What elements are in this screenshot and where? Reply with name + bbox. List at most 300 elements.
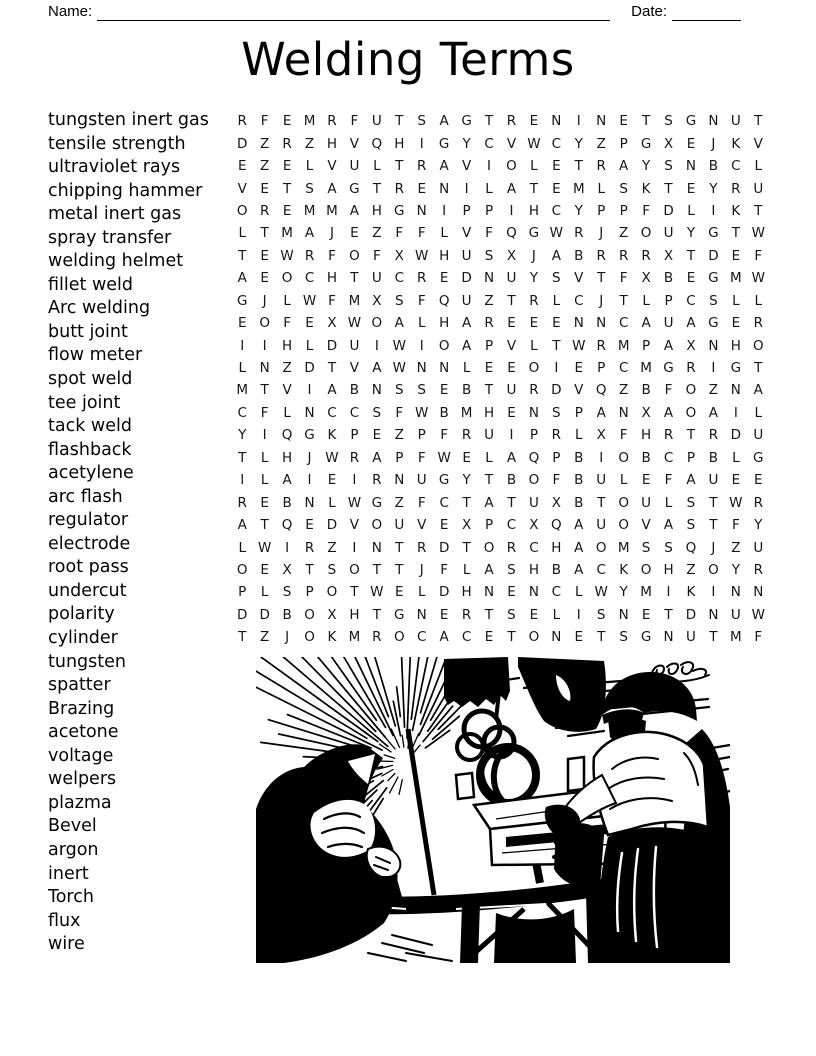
grid-letter: R (708, 427, 719, 444)
grid-letter: L (260, 449, 269, 466)
grid-letter: O (326, 584, 338, 601)
grid-letter: V (349, 517, 360, 534)
grid-letter: N (551, 113, 562, 130)
grid-letter: E (731, 315, 741, 332)
grid-letter: V (349, 360, 360, 377)
grid-letter: O (618, 517, 629, 534)
grid-letter: E (395, 584, 404, 601)
grid-letter: A (686, 472, 696, 489)
grid-letter: H (326, 135, 338, 152)
grid-letter: E (260, 494, 269, 511)
grid-letter: S (596, 606, 606, 623)
grid-letter: W (280, 247, 294, 264)
grid-letter: E (641, 606, 651, 623)
grid-letter: N (394, 472, 405, 489)
grid-letter: S (327, 561, 337, 578)
word-list-item: welding helmet (48, 251, 184, 272)
grid-letter: H (528, 202, 539, 219)
grid-letter: D (438, 584, 450, 601)
grid-letter: U (663, 225, 674, 242)
grid-letter: D (237, 135, 248, 152)
grid-letter: X (551, 494, 561, 511)
grid-letter: C (484, 135, 494, 152)
grid-letter: T (327, 360, 337, 377)
spark-ray (391, 729, 399, 747)
grid-letter: Z (596, 135, 606, 152)
grid-letter: N (439, 180, 450, 197)
grid-letter: O (304, 629, 315, 646)
grid-letter: G (461, 113, 472, 130)
left-welder (256, 729, 434, 963)
grid-letter: S (664, 158, 673, 175)
grid-letter: R (237, 113, 247, 130)
grid-letter: W (325, 449, 339, 466)
grid-letter: A (663, 517, 674, 534)
grid-letter: L (462, 360, 471, 377)
grid-letter: T (709, 494, 718, 511)
grid-letter: T (597, 270, 606, 287)
grid-letter: L (754, 404, 763, 421)
grid-letter: N (730, 382, 741, 399)
grid-letter: A (574, 517, 584, 534)
grid-letter: I (509, 427, 514, 444)
grid-letter: M (326, 202, 338, 219)
grid-letter: Z (282, 360, 292, 377)
grid-letter: L (552, 292, 561, 309)
grid-letter: A (596, 404, 606, 421)
grid-letter: R (753, 494, 763, 511)
grid-letter: I (576, 606, 581, 623)
grid-letter: P (529, 427, 538, 444)
grid-letter: L (238, 225, 246, 242)
grid-letter: U (730, 606, 741, 623)
word-list-item: Arc welding (48, 298, 151, 319)
grid-letter: W (347, 494, 362, 511)
grid-letter: F (372, 247, 381, 264)
grid-letter: B (641, 449, 651, 466)
grid-letter: I (419, 135, 424, 152)
grid-letter: B (282, 606, 292, 623)
grid-letter: N (304, 404, 315, 421)
word-list-item: spot weld (48, 369, 133, 390)
grid-letter: W (392, 360, 406, 377)
grid-letter: T (350, 584, 359, 601)
grid-letter: T (619, 292, 628, 309)
grid-letter: D (551, 382, 562, 399)
spark-ray (425, 730, 449, 748)
grid-letter: A (372, 449, 382, 466)
grid-letter: V (461, 158, 472, 175)
spark-ray (382, 770, 393, 777)
grid-letter: P (597, 202, 606, 219)
grid-letter: G (640, 629, 652, 646)
grid-letter: D (326, 337, 338, 354)
grid-letter: L (530, 337, 538, 354)
grid-letter: T (754, 360, 763, 377)
grid-letter: M (281, 225, 293, 242)
grid-letter: I (352, 472, 357, 489)
grid-letter: R (641, 247, 651, 264)
grid-letter: R (529, 382, 539, 399)
grid-letter: L (754, 158, 763, 175)
grid-letter: Z (619, 382, 629, 399)
grid-letter: P (484, 337, 494, 354)
word-list-item: tee joint (48, 392, 121, 413)
grid-letter: J (285, 629, 290, 646)
grid-letter: T (484, 382, 494, 399)
grid-letter: W (415, 404, 429, 421)
grid-letter: T (395, 113, 404, 130)
grid-letter: L (417, 315, 426, 332)
grid-letter: C (394, 270, 404, 287)
grid-letter: X (327, 606, 337, 623)
grid-letter: R (596, 247, 606, 264)
grid-letter: L (642, 292, 650, 309)
grid-letter: E (529, 606, 539, 623)
grid-letter: I (711, 584, 716, 601)
grid-letter: L (597, 180, 605, 197)
grid-letter: O (371, 315, 383, 332)
grid-letter: F (328, 247, 336, 264)
grid-letter: E (417, 180, 426, 197)
grid-letter: V (461, 225, 472, 242)
grid-letter: X (529, 517, 539, 534)
grid-letter: F (417, 225, 426, 242)
grid-letter: H (439, 315, 450, 332)
grid-letter: M (640, 584, 652, 601)
grid-letter: S (282, 584, 292, 601)
grid-letter: Y (529, 270, 539, 287)
spark-ray (256, 661, 367, 738)
grid-letter: E (529, 315, 539, 332)
grid-letter: T (350, 270, 359, 287)
grid-letter: R (753, 561, 763, 578)
grid-letter: J (711, 539, 716, 556)
puzzle-title: Welding Terms (241, 33, 575, 86)
grid-letter: U (708, 472, 719, 489)
grid-letter: Z (394, 494, 404, 511)
grid-letter: E (507, 584, 516, 601)
grid-letter: I (262, 337, 267, 354)
grid-letter: O (349, 247, 360, 264)
grid-letter: I (509, 202, 514, 219)
grid-letter: L (238, 539, 246, 556)
grid-letter: W (370, 584, 384, 601)
grid-letter: L (732, 449, 740, 466)
grid-letter: E (484, 629, 494, 646)
grid-letter: O (393, 629, 405, 646)
grid-letter: E (282, 202, 292, 219)
grid-letter: C (349, 404, 360, 421)
grid-letter: U (596, 472, 607, 489)
grid-letter: C (327, 404, 337, 421)
word-list-item: electrode (48, 533, 131, 554)
word-list-item: flux (48, 910, 81, 931)
word-list-item: spray transfer (48, 227, 172, 248)
grid-letter: W (392, 337, 406, 354)
word-list-item: plazma (48, 792, 112, 813)
grid-letter: F (395, 404, 404, 421)
grid-letter: N (483, 270, 495, 287)
word-list-item: root pass (48, 557, 129, 578)
grid-letter: N (483, 584, 495, 601)
grid-letter: S (709, 292, 718, 309)
grid-letter: C (417, 629, 427, 646)
grid-letter: E (260, 270, 269, 287)
grid-letter: H (461, 584, 472, 601)
spark-ray (397, 687, 401, 717)
grid-letter: R (417, 539, 427, 556)
grid-letter: O (506, 158, 517, 175)
grid-letter: C (551, 584, 562, 601)
grid-letter: R (663, 427, 674, 444)
word-list-item: fillet weld (48, 274, 133, 295)
grid-letter: N (551, 629, 562, 646)
grid-letter: B (574, 494, 584, 511)
grid-letter: N (416, 202, 427, 219)
grid-letter: D (237, 606, 248, 623)
grid-letter: W (549, 225, 564, 242)
grid-letter: W (594, 584, 608, 601)
grid-letter: B (551, 561, 561, 578)
grid-letter: F (731, 517, 740, 534)
grid-letter: T (462, 539, 471, 556)
grid-letter: F (440, 427, 449, 444)
grid-letter: E (731, 247, 741, 264)
grid-letter: T (709, 629, 718, 646)
grid-letter: V (349, 135, 360, 152)
grid-letter: G (304, 427, 315, 444)
grid-letter: C (574, 292, 584, 309)
grid-letter: Q (685, 539, 697, 556)
word-list-item: flashback (48, 439, 132, 460)
grid-letter: N (528, 404, 539, 421)
word-list-item: ultraviolet rays (48, 157, 181, 178)
grid-letter: E (260, 561, 269, 578)
grid-letter: R (327, 113, 337, 130)
grid-letter: O (528, 360, 540, 377)
grid-letter: E (305, 315, 314, 332)
grid-letter: E (260, 247, 269, 264)
grid-letter: L (305, 158, 314, 175)
grid-letter: C (529, 539, 539, 556)
grid-letter: A (663, 337, 674, 354)
grid-letter: S (417, 382, 426, 399)
grid-letter: E (439, 270, 449, 287)
grid-letter: G (663, 360, 674, 377)
grid-letter: E (282, 158, 292, 175)
grid-letter: P (462, 202, 471, 219)
grid-letter: C (596, 561, 606, 578)
grid-letter: J (329, 225, 334, 242)
grid-letter: W (347, 315, 362, 332)
letter-grid (231, 110, 770, 649)
spark-ray (402, 735, 404, 747)
grid-letter: W (572, 337, 586, 354)
spark-ray (288, 715, 372, 748)
grid-letter: F (417, 449, 426, 466)
grid-letter: A (372, 360, 382, 377)
grid-letter: M (348, 292, 361, 309)
grid-letter: U (663, 315, 674, 332)
grid-letter: W (415, 247, 429, 264)
grid-letter: K (731, 135, 741, 152)
grid-letter: N (371, 539, 382, 556)
grid-letter: T (731, 225, 740, 242)
grid-letter: M (236, 382, 249, 399)
grid-letter: Y (462, 472, 471, 489)
grid-letter: G (394, 202, 405, 219)
grid-letter: N (596, 315, 607, 332)
grid-letter: T (462, 494, 471, 511)
grid-letter: R (417, 158, 427, 175)
word-list-item: tungsten (48, 651, 126, 672)
grid-letter: A (304, 225, 315, 242)
spark-ray (407, 657, 411, 738)
grid-letter: U (416, 472, 427, 489)
grid-letter: A (506, 449, 517, 466)
grid-letter: Q (551, 517, 562, 534)
grid-letter: R (731, 180, 741, 197)
word-list-item: butt joint (48, 321, 128, 342)
grid-letter: C (663, 449, 674, 466)
grid-letter: S (686, 517, 696, 534)
grid-letter: U (686, 629, 696, 646)
grid-letter: F (552, 472, 561, 489)
grid-letter: Z (731, 539, 741, 556)
grid-letter: H (483, 404, 495, 421)
grid-letter: R (618, 247, 629, 264)
grid-letter: T (372, 606, 381, 623)
grid-letter: A (484, 561, 494, 578)
grid-letter: A (708, 404, 719, 421)
grid-letter: Z (686, 561, 696, 578)
grid-letter: I (666, 584, 671, 601)
grid-letter: E (372, 427, 382, 444)
grid-letter: P (619, 135, 628, 152)
grid-letter: A (349, 202, 360, 219)
word-list-item: inert (48, 863, 89, 884)
word-list-item: arc flash (48, 486, 123, 507)
grid-letter: X (641, 270, 651, 287)
grid-letter: E (552, 158, 561, 175)
grid-letter: T (260, 382, 269, 399)
grid-letter: O (640, 225, 652, 242)
grid-letter: F (754, 247, 763, 264)
grid-letter: L (530, 158, 538, 175)
grid-letter: Y (641, 158, 651, 175)
spark-ray (423, 706, 453, 741)
grid-letter: E (507, 404, 516, 421)
grid-letter: H (282, 449, 293, 466)
grid-letter: A (619, 158, 629, 175)
date-line (672, 3, 741, 21)
grid-letter: Z (304, 135, 315, 152)
word-list (48, 109, 209, 957)
grid-letter: U (753, 539, 764, 556)
grid-letter: Q (506, 225, 517, 242)
grid-letter: L (462, 561, 471, 578)
grid-letter: O (281, 270, 293, 287)
grid-letter: Z (708, 382, 719, 399)
grid-letter: O (349, 561, 360, 578)
grid-letter: R (461, 606, 472, 623)
grid-letter: S (686, 494, 696, 511)
grid-letter: X (663, 135, 674, 152)
grid-letter: D (259, 606, 270, 623)
grid-letter: T (260, 517, 269, 534)
grid-letter: K (641, 180, 651, 197)
grid-letter: U (641, 494, 652, 511)
grid-letter: H (349, 606, 360, 623)
grid-letter: I (374, 337, 379, 354)
grid-letter: R (753, 315, 763, 332)
grid-letter: C (731, 158, 741, 175)
grid-letter: L (754, 292, 763, 309)
grid-letter: F (328, 292, 336, 309)
grid-letter: T (395, 158, 404, 175)
grid-letter: Q (438, 292, 450, 309)
grid-letter: T (484, 472, 494, 489)
grid-letter: J (307, 449, 312, 466)
grid-letter: X (394, 247, 404, 264)
name-line (97, 3, 610, 21)
grid-letter: R (237, 494, 247, 511)
grid-letter: F (440, 561, 449, 578)
word-list-item: cylinder (48, 628, 118, 649)
grid-letter: L (283, 404, 291, 421)
grid-letter: N (685, 158, 697, 175)
grid-letter: P (484, 202, 494, 219)
grid-letter: I (464, 180, 469, 197)
grid-letter: S (552, 270, 561, 287)
grid-letter: U (349, 337, 360, 354)
grid-letter: R (506, 539, 517, 556)
grid-letter: T (754, 202, 763, 219)
grid-letter: T (305, 561, 314, 578)
grid-letter: E (529, 113, 539, 130)
welders-illustration (256, 657, 730, 963)
spark-ray (384, 736, 395, 749)
grid-letter: K (619, 561, 629, 578)
spark-ray (401, 657, 405, 727)
grid-letter: G (371, 494, 383, 511)
grid-letter: P (597, 360, 606, 377)
grid-letter: P (417, 427, 426, 444)
grid-letter: P (552, 449, 561, 466)
grid-letter: T (238, 629, 247, 646)
grid-letter: G (753, 449, 764, 466)
grid-letter: O (640, 561, 652, 578)
grid-letter: W (302, 292, 317, 309)
grid-letter: T (372, 180, 381, 197)
grid-letter: H (326, 270, 338, 287)
grid-letter: L (687, 202, 695, 219)
word-list-item: tensile strength (48, 133, 186, 154)
grid-letter: R (596, 158, 606, 175)
grid-letter: U (506, 270, 517, 287)
grid-letter: R (394, 180, 404, 197)
grid-letter: E (686, 270, 696, 287)
grid-letter: T (507, 629, 516, 646)
name-label: Name: (48, 3, 93, 20)
grid-letter: Q (281, 427, 293, 444)
grid-letter: N (528, 584, 539, 601)
grid-letter: F (350, 113, 359, 130)
spark-ray (414, 745, 420, 753)
grid-letter: A (394, 315, 404, 332)
grid-letter: N (596, 113, 607, 130)
